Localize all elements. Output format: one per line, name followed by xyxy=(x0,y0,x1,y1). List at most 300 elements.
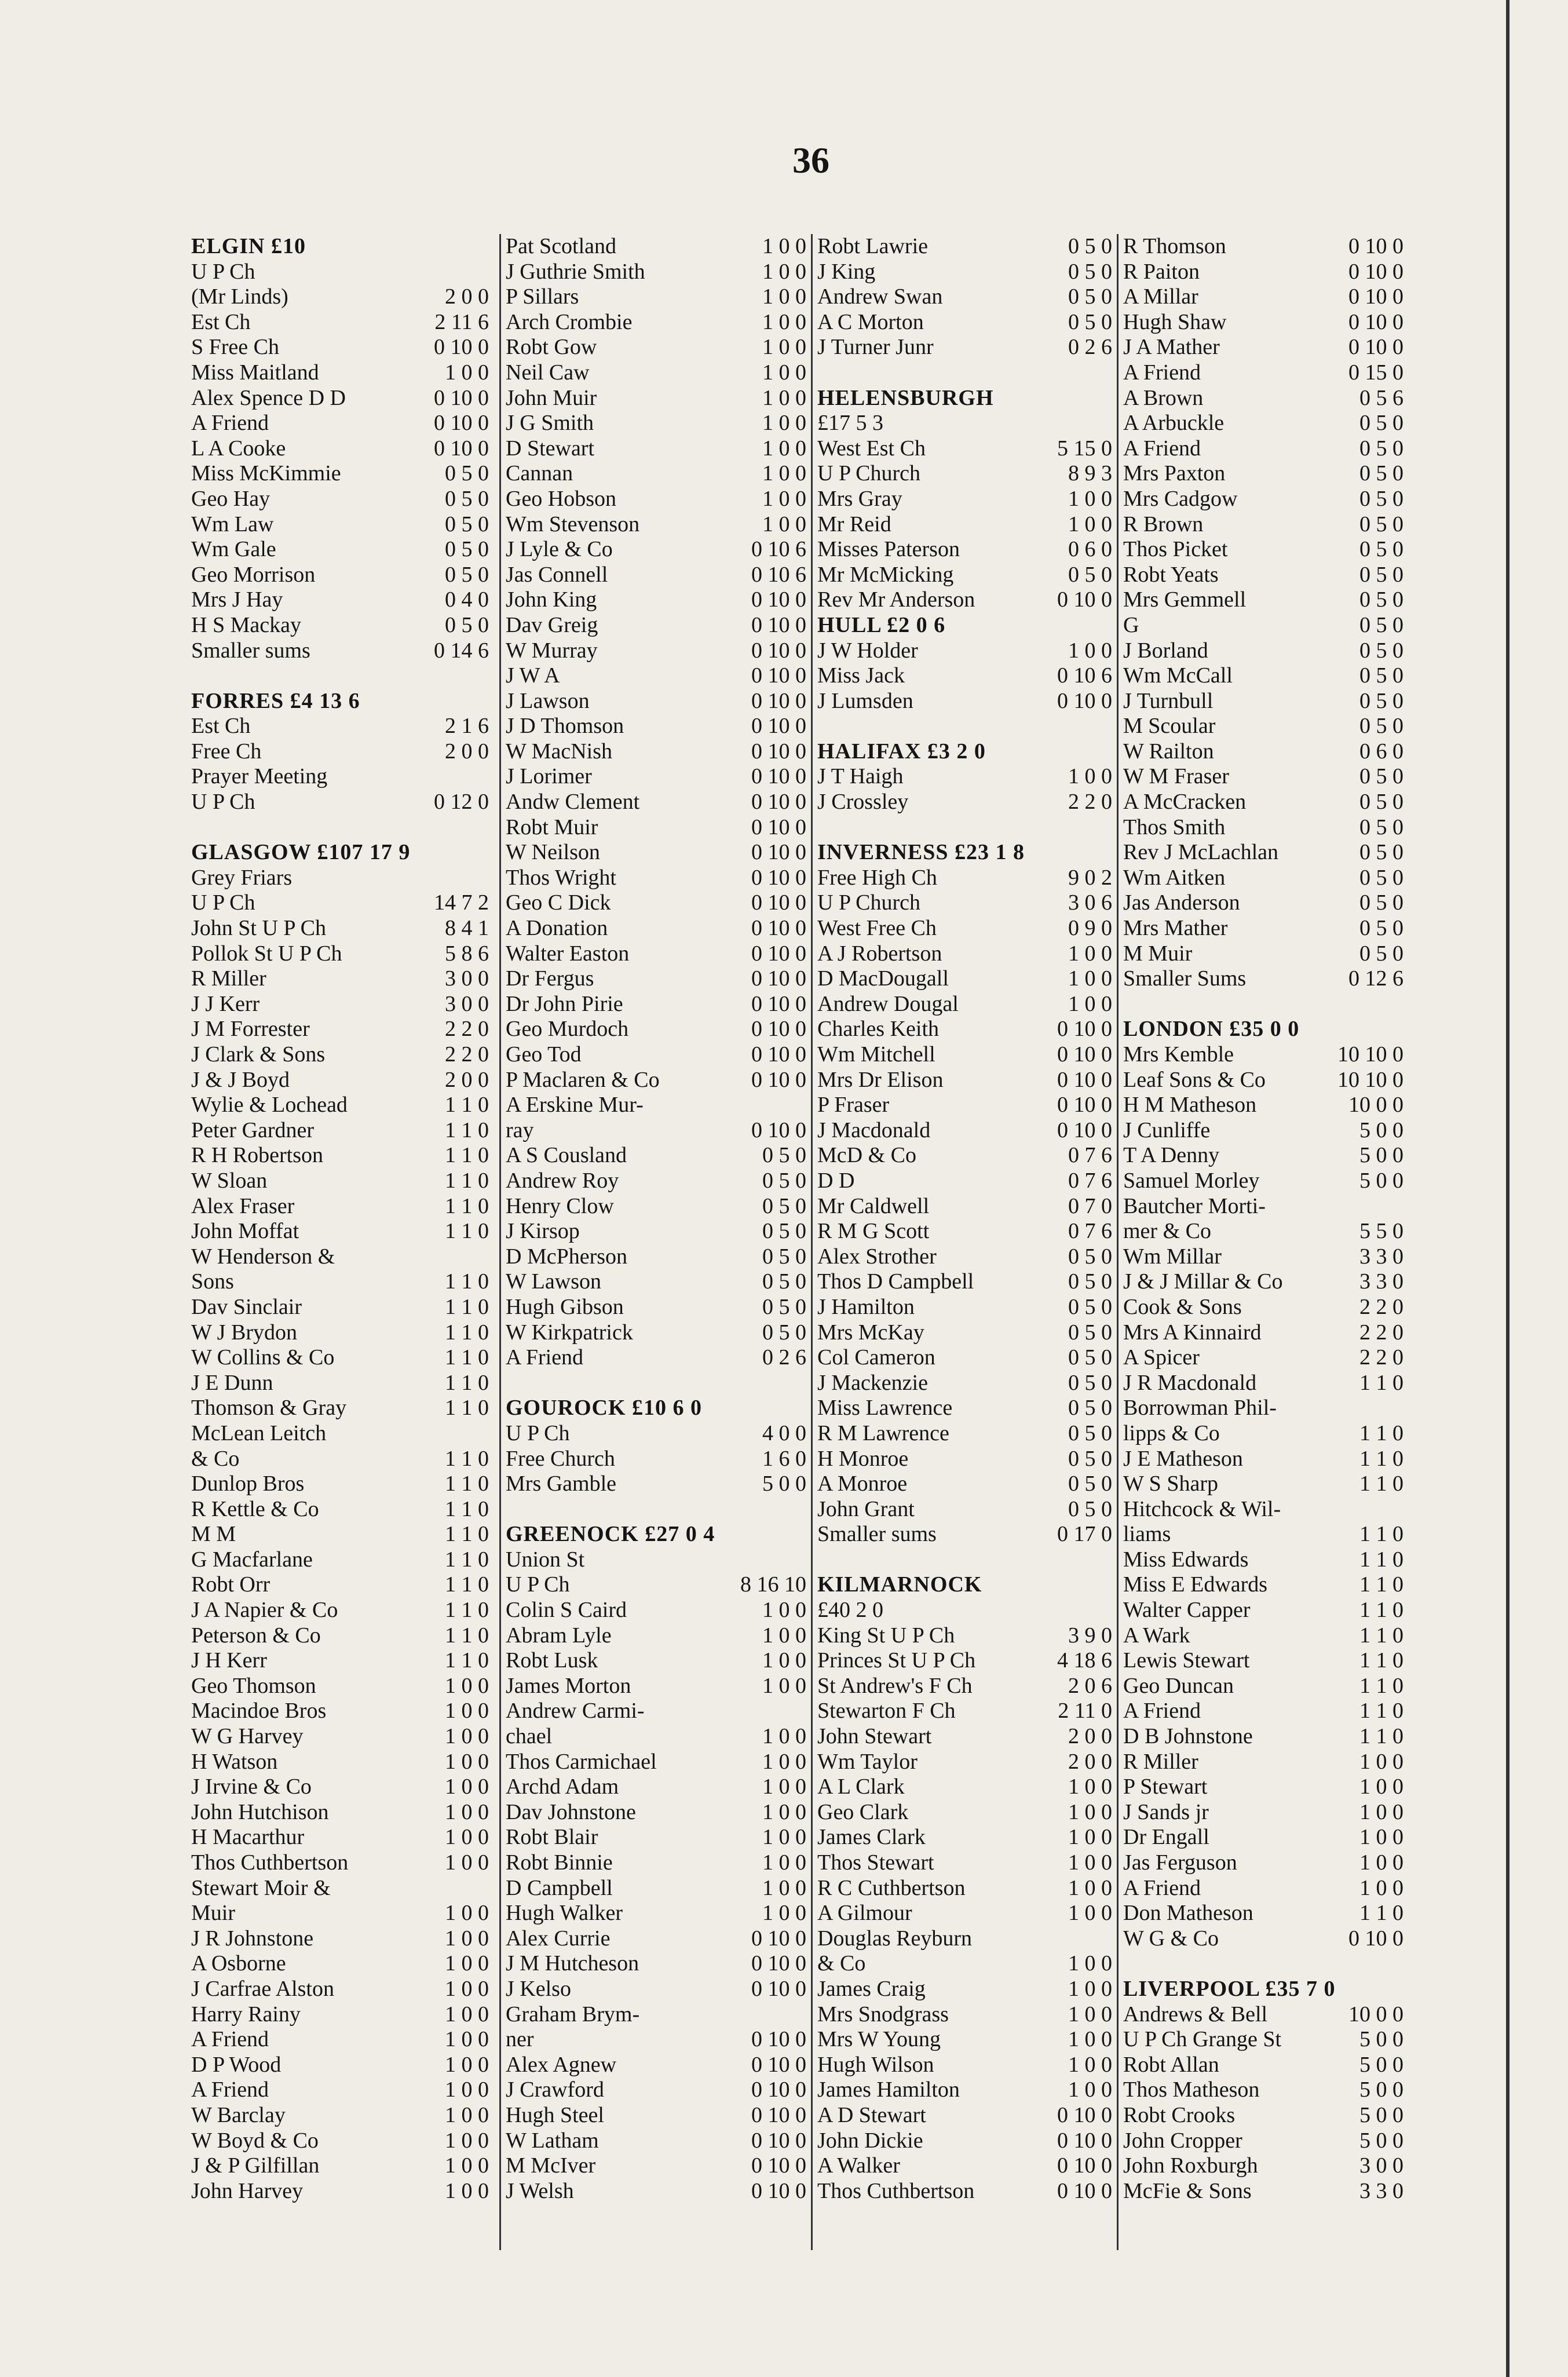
entry-row xyxy=(191,2053,492,2078)
contributor-name: R M Lawrence xyxy=(817,1421,949,1445)
entry-row xyxy=(817,714,1116,739)
entry-row xyxy=(817,1951,1116,1977)
contributor-name: J R Macdonald xyxy=(1123,1370,1257,1395)
contributor-name: D MacDougall xyxy=(817,966,949,991)
amount: 1 1 0 xyxy=(1359,1673,1403,1698)
amount: 0 10 0 xyxy=(751,663,806,688)
entry-row xyxy=(817,866,1116,891)
entry-row xyxy=(817,512,1116,538)
amount: 0 10 0 xyxy=(751,612,806,637)
amount: 0 10 0 xyxy=(751,1976,806,2001)
amount: 1 0 0 xyxy=(445,360,489,385)
amount: 0 5 0 xyxy=(762,1143,806,1168)
contributor-name: Macindoe Bros xyxy=(191,1699,327,1724)
contributor-name: John Stewart xyxy=(817,1724,932,1749)
amount: 0 5 0 xyxy=(762,1269,806,1294)
amount: 1 6 0 xyxy=(762,1446,806,1471)
amount: 0 5 0 xyxy=(1068,1370,1112,1395)
entry-row xyxy=(817,1194,1116,1219)
section-heading xyxy=(817,613,1116,638)
entry-row xyxy=(817,461,1116,487)
entry-row xyxy=(1123,1901,1407,1926)
contributor-name: Mrs Gamble xyxy=(506,1472,617,1496)
entry-row xyxy=(1123,1118,1407,1144)
amount: 0 10 0 xyxy=(1348,309,1403,334)
amount: 1 0 0 xyxy=(445,1774,489,1799)
entry-row xyxy=(506,638,810,664)
amount: 0 5 0 xyxy=(445,461,489,486)
amount: 0 10 0 xyxy=(751,2027,806,2052)
entry-row xyxy=(506,689,810,714)
entry-row xyxy=(506,739,810,765)
entry-row xyxy=(1123,1598,1407,1623)
contributor-name: W Boyd & Co xyxy=(191,2128,319,2153)
amount: 1 0 0 xyxy=(445,1825,489,1850)
contributor-name: A Friend xyxy=(191,2027,269,2052)
amount: 1 1 0 xyxy=(445,1572,489,1597)
amount: 1 0 0 xyxy=(762,512,806,536)
entry-row xyxy=(191,1876,492,1901)
entry-row xyxy=(506,1093,810,1118)
entry-row xyxy=(191,1825,492,1850)
amount: 1 0 0 xyxy=(762,1901,806,1926)
amount: 1 1 0 xyxy=(445,1396,489,1421)
entry-row xyxy=(506,2002,810,2028)
amount: 1 0 0 xyxy=(762,309,806,334)
contributor-name: Wm Stevenson xyxy=(506,512,640,536)
amount: 4 18 6 xyxy=(1057,1648,1112,1673)
amount: 0 10 6 xyxy=(751,562,806,587)
contributor-name: A Osborne xyxy=(191,1951,286,1976)
contributor-name: A Friend xyxy=(1123,360,1201,385)
entry-row xyxy=(191,866,492,891)
entry-row xyxy=(506,992,810,1017)
entry-row xyxy=(191,1269,492,1295)
section-heading xyxy=(1123,1017,1407,1042)
entry-row xyxy=(817,1421,1116,1447)
amount: 0 10 0 xyxy=(751,1951,806,1976)
entry-row xyxy=(817,689,1116,714)
contributor-name: Robt Lusk xyxy=(506,1648,598,1673)
entry-row xyxy=(1123,2053,1407,2078)
contributor-name: Free Ch xyxy=(191,739,262,764)
amount: 2 11 6 xyxy=(434,309,489,334)
amount: 3 0 0 xyxy=(1359,2153,1403,2178)
contributor-name: Mrs Paxton xyxy=(1123,461,1226,486)
contributor-name: Rev J McLachlan xyxy=(1123,840,1279,865)
entry-row xyxy=(1123,966,1407,992)
contributor-name: W Murray xyxy=(506,638,598,663)
contributor-name: W S Sharp xyxy=(1123,1472,1218,1496)
amount: 3 9 0 xyxy=(1068,1623,1112,1648)
contributor-name: HULL £2 0 6 xyxy=(817,612,946,637)
entry-row xyxy=(817,941,1116,967)
amount: 0 5 0 xyxy=(1068,1345,1112,1370)
contributor-name: Mr Caldwell xyxy=(817,1193,930,1218)
contributor-name: Geo Duncan xyxy=(1123,1673,1234,1698)
contributor-name: GLASGOW £107 17 9 xyxy=(191,840,411,865)
contributor-name: D McPherson xyxy=(506,1244,628,1269)
entry-row xyxy=(506,335,810,360)
amount: 1 1 0 xyxy=(1359,1901,1403,1926)
entry-row xyxy=(191,992,492,1017)
contributor-name: Miss McKimmie xyxy=(191,461,341,486)
amount: 0 5 6 xyxy=(1359,385,1403,410)
entry-row xyxy=(817,310,1116,335)
entry-row xyxy=(506,790,810,815)
contributor-name: John St U P Ch xyxy=(191,916,326,941)
contributor-name: P Maclaren & Co xyxy=(506,1067,660,1092)
entry-row xyxy=(191,2027,492,2053)
entry-row xyxy=(817,2027,1116,2053)
entry-row xyxy=(191,1421,492,1447)
entry-row xyxy=(817,1269,1116,1295)
contributor-name: Dr Fergus xyxy=(506,966,594,991)
contributor-name: Robt Binnie xyxy=(506,1850,613,1875)
amount: 0 10 0 xyxy=(751,941,806,966)
section-heading xyxy=(817,386,1116,411)
contributor-name: Samuel Morley xyxy=(1123,1168,1260,1193)
entry-row xyxy=(817,1901,1116,1926)
contributor-name: & Co xyxy=(191,1446,240,1471)
entry-row xyxy=(1123,840,1407,866)
amount: 0 10 0 xyxy=(751,2077,806,2102)
entry-row xyxy=(1123,714,1407,739)
entry-row xyxy=(191,1396,492,1421)
entry-row xyxy=(506,663,810,689)
contributor-name: J Sands jr xyxy=(1123,1799,1209,1824)
amount: 9 0 2 xyxy=(1068,865,1112,890)
amount: 1 0 0 xyxy=(762,461,806,486)
entry-row xyxy=(817,1850,1116,1876)
contributor-name: Robt Muir xyxy=(506,815,598,839)
entry-row xyxy=(191,1295,492,1320)
amount: 0 10 0 xyxy=(434,411,489,436)
entry-row xyxy=(191,1750,492,1775)
amount: 0 10 0 xyxy=(751,688,806,713)
amount: 0 10 0 xyxy=(1057,587,1112,612)
entry-row xyxy=(817,1320,1116,1346)
entry-row xyxy=(817,587,1116,613)
contributor-name: Miss Jack xyxy=(817,663,905,688)
amount: 1 1 0 xyxy=(445,1294,489,1319)
amount: 0 2 6 xyxy=(1068,335,1112,360)
contributor-name: liams xyxy=(1123,1522,1171,1547)
contributor-name: Smaller Sums xyxy=(1123,966,1247,991)
amount: 0 10 0 xyxy=(1348,1926,1403,1951)
amount: 0 5 0 xyxy=(1359,688,1403,713)
amount: 5 0 0 xyxy=(1359,2128,1403,2153)
entry-row xyxy=(191,1068,492,1093)
entry-row xyxy=(1123,1547,1407,1573)
amount: 0 5 0 xyxy=(762,1219,806,1244)
entry-row xyxy=(506,966,810,992)
contributor-name: Andrew Carmi- xyxy=(506,1699,645,1724)
entry-row xyxy=(817,890,1116,916)
entry-row xyxy=(1123,1169,1407,1194)
entry-row xyxy=(817,1699,1116,1724)
contributor-name: ray xyxy=(506,1118,534,1142)
amount: 0 10 0 xyxy=(1057,2178,1112,2203)
amount: 0 5 0 xyxy=(445,512,489,536)
amount: 0 10 0 xyxy=(751,587,806,612)
contributor-name: Princes St U P Ch xyxy=(817,1648,976,1673)
contributor-name: W Latham xyxy=(506,2128,599,2153)
amount: 1 0 0 xyxy=(1068,1951,1112,1976)
amount: 0 5 0 xyxy=(762,1244,806,1269)
amount: 1 0 0 xyxy=(762,385,806,410)
entry-row xyxy=(1123,537,1407,563)
contributor-name: A Gilmour xyxy=(817,1901,912,1926)
amount: 5 0 0 xyxy=(1359,2052,1403,2077)
amount: 0 10 0 xyxy=(1057,1017,1112,1042)
contributor-name: GOUROCK £10 6 0 xyxy=(506,1396,703,1421)
contributor-name: INVERNESS £23 1 8 xyxy=(817,840,1025,865)
entry-row xyxy=(1123,1093,1407,1118)
amount: 0 10 6 xyxy=(1057,663,1112,688)
amount: 0 10 0 xyxy=(751,1118,806,1142)
contributor-name: J Mackenzie xyxy=(817,1370,928,1395)
entry-row xyxy=(1123,1750,1407,1775)
contributor-name: U P Ch xyxy=(506,1421,570,1445)
entry-row xyxy=(817,1118,1116,1144)
amount: 0 10 0 xyxy=(1057,2102,1112,2127)
entry-row xyxy=(817,1371,1116,1396)
amount: 0 5 0 xyxy=(1359,815,1403,839)
amount: 2 2 0 xyxy=(445,1042,489,1067)
entry-row xyxy=(817,436,1116,462)
amount: 1 0 0 xyxy=(762,1598,806,1623)
entry-row xyxy=(506,1219,810,1244)
amount: 1 0 0 xyxy=(445,1951,489,1976)
contributor-name: Smaller sums xyxy=(191,638,310,663)
entry-row xyxy=(506,1901,810,1926)
contributor-name: McLean Leitch xyxy=(191,1421,327,1445)
amount: 8 4 1 xyxy=(445,916,489,941)
contributor-name: J Carfrae Alston xyxy=(191,1976,334,2001)
amount: 1 1 0 xyxy=(445,1143,489,1168)
entry-row xyxy=(191,2002,492,2028)
entry-row xyxy=(817,260,1116,285)
amount: 1 1 0 xyxy=(1359,1421,1403,1445)
contributor-name: Thos Carmichael xyxy=(506,1749,657,1774)
contributor-name: Andw Clement xyxy=(506,790,640,815)
entry-row xyxy=(191,1169,492,1194)
entry-row xyxy=(506,815,810,841)
amount: 1 0 0 xyxy=(762,1825,806,1850)
amount: 1 0 0 xyxy=(1068,1825,1112,1850)
amount: 2 2 0 xyxy=(445,1017,489,1042)
section-heading xyxy=(1123,1977,1407,2002)
amount: 0 10 0 xyxy=(751,991,806,1016)
amount: 2 0 0 xyxy=(445,739,489,764)
amount: 1 1 0 xyxy=(1359,1623,1403,1648)
entry-row xyxy=(1123,1497,1407,1522)
entry-row xyxy=(191,1017,492,1042)
amount: 1 1 0 xyxy=(445,1522,489,1547)
contributor-name: Muir xyxy=(191,1901,235,1926)
entry-row xyxy=(1123,234,1407,260)
contributor-name: Thos Smith xyxy=(1123,815,1226,839)
amount: 0 7 6 xyxy=(1068,1168,1112,1193)
entry-row xyxy=(1123,1648,1407,1674)
amount: 1 1 0 xyxy=(445,1623,489,1648)
contributor-name: J R Johnstone xyxy=(191,1926,314,1951)
amount: 0 10 0 xyxy=(434,436,489,461)
amount: 0 10 0 xyxy=(751,840,806,865)
amount: 5 5 0 xyxy=(1359,1219,1403,1244)
contributor-name: Robt Allan xyxy=(1123,2052,1219,2077)
contributor-name: H M Matheson xyxy=(1123,1093,1257,1118)
amount: 2 0 0 xyxy=(1068,1724,1112,1749)
amount: 0 5 0 xyxy=(1359,436,1403,461)
entry-row xyxy=(1123,1472,1407,1497)
entry-row xyxy=(817,1472,1116,1497)
contributor-name: J & J Boyd xyxy=(191,1067,290,1092)
contributor-name: James Clark xyxy=(817,1825,926,1850)
entry-row xyxy=(191,1244,492,1270)
entry-row xyxy=(1123,866,1407,891)
contributor-name: Wylie & Lochead xyxy=(191,1093,348,1118)
entry-row xyxy=(191,284,492,310)
entry-row xyxy=(817,1447,1116,1472)
contributor-name: J Turner Junr xyxy=(817,335,934,360)
amount: 1 0 0 xyxy=(1068,2052,1112,2077)
amount: 1 1 0 xyxy=(445,1598,489,1623)
entry-row xyxy=(506,916,810,941)
entry-row xyxy=(1123,1345,1407,1371)
entry-row xyxy=(1123,1800,1407,1825)
amount: 0 7 6 xyxy=(1068,1219,1112,1244)
entry-row xyxy=(191,386,492,411)
contributor-name: Thos D Campbell xyxy=(817,1269,974,1294)
entry-row xyxy=(506,411,810,436)
entry-row xyxy=(191,563,492,588)
contributor-name: Dav Johnstone xyxy=(506,1799,636,1824)
entry-row xyxy=(1123,335,1407,360)
contributor-name: A J Robertson xyxy=(817,941,942,966)
contributor-name: Thos Matheson xyxy=(1123,2077,1260,2102)
contributor-name: Robt Lawrie xyxy=(817,234,929,258)
amount: 0 5 0 xyxy=(445,486,489,511)
entry-row xyxy=(506,1674,810,1699)
entry-row xyxy=(817,2153,1116,2179)
contributor-name: H Macarthur xyxy=(191,1825,305,1850)
contributor-name: J Cunliffe xyxy=(1123,1118,1211,1142)
amount: 1 1 0 xyxy=(445,1370,489,1395)
contributor-name: Mr Reid xyxy=(817,512,891,536)
entry-row xyxy=(191,1042,492,1068)
entry-row xyxy=(817,411,1116,436)
amount: 0 5 0 xyxy=(1359,638,1403,663)
entry-row xyxy=(1123,1572,1407,1598)
entry-row xyxy=(506,1926,810,1952)
amount: 0 10 0 xyxy=(751,739,806,764)
amount: 5 0 0 xyxy=(1359,1118,1403,1142)
contributor-name: J Guthrie Smith xyxy=(506,259,645,284)
amount: 0 5 0 xyxy=(1068,284,1112,309)
amount: 0 6 0 xyxy=(1068,537,1112,562)
entry-row xyxy=(506,2103,810,2128)
amount: 0 5 0 xyxy=(445,537,489,562)
subscription-column-4 xyxy=(1117,234,1407,2250)
amount: 0 10 0 xyxy=(751,638,806,663)
entry-row xyxy=(817,966,1116,992)
entry-row xyxy=(506,1572,810,1598)
contributor-name: U P Church xyxy=(817,461,921,486)
contributor-name: Thos Cuthbertson xyxy=(191,1850,349,1875)
contributor-name: A C Morton xyxy=(817,309,924,334)
entry-row xyxy=(191,941,492,967)
contributor-name: Mrs J Hay xyxy=(191,587,283,612)
contributor-name: Union St xyxy=(506,1547,585,1572)
entry-row xyxy=(817,2053,1116,2078)
contributor-name: J Lumsden xyxy=(817,688,913,713)
amount: 0 9 0 xyxy=(1068,916,1112,941)
entry-row xyxy=(1123,2077,1407,2103)
contributor-name: Harry Rainy xyxy=(191,2002,301,2027)
contributor-name: J D Thomson xyxy=(506,714,624,739)
entry-row xyxy=(1123,310,1407,335)
subscription-column-1 xyxy=(191,234,492,2250)
contributor-name: P Stewart xyxy=(1123,1774,1208,1799)
entry-row xyxy=(817,1598,1116,1623)
entry-row xyxy=(817,1345,1116,1371)
contributor-name: Est Ch xyxy=(191,309,251,334)
entry-row xyxy=(191,966,492,992)
amount: 1 0 0 xyxy=(1068,512,1112,536)
amount: 0 10 0 xyxy=(751,1042,806,1067)
entry-row xyxy=(191,815,492,841)
amount: 0 5 0 xyxy=(762,1193,806,1218)
amount: 10 0 0 xyxy=(1348,1093,1403,1118)
amount: 0 6 0 xyxy=(1359,739,1403,764)
section-heading xyxy=(817,840,1116,866)
contributor-name: Alex Currie xyxy=(506,1926,611,1951)
contributor-name: Geo Morrison xyxy=(191,562,316,587)
contributor-name: Peterson & Co xyxy=(191,1623,321,1648)
entry-row xyxy=(506,1371,810,1396)
amount: 1 0 0 xyxy=(445,2002,489,2027)
section-heading xyxy=(191,234,492,260)
contributor-name: Walter Easton xyxy=(506,941,630,966)
entry-row xyxy=(506,260,810,285)
contributor-name: Sons xyxy=(191,1269,234,1294)
contributor-name: £17 5 3 xyxy=(817,411,883,436)
contributor-name: J Macdonald xyxy=(817,1118,931,1142)
entry-row xyxy=(191,411,492,436)
contributor-name: Grey Friars xyxy=(191,865,293,890)
contributor-name: A Erskine Mur- xyxy=(506,1093,644,1118)
entry-row xyxy=(506,2027,810,2053)
contributor-name: John Moffat xyxy=(191,1219,299,1244)
contributor-name: H Monroe xyxy=(817,1446,909,1471)
amount: 0 10 0 xyxy=(1057,688,1112,713)
contributor-name: Stewarton F Ch xyxy=(817,1699,956,1724)
entry-row xyxy=(817,790,1116,815)
section-heading xyxy=(191,689,492,714)
entry-row xyxy=(191,1143,492,1169)
contributor-name: Cook & Sons xyxy=(1123,1294,1242,1319)
entry-row xyxy=(817,537,1116,563)
entry-row xyxy=(506,1042,810,1068)
page-number: 36 xyxy=(792,140,829,181)
entry-row xyxy=(817,1750,1116,1775)
contributor-name: Wm Taylor xyxy=(817,1749,918,1774)
entry-row xyxy=(506,1724,810,1750)
entry-row xyxy=(817,1219,1116,1244)
amount: 0 10 0 xyxy=(1348,335,1403,360)
